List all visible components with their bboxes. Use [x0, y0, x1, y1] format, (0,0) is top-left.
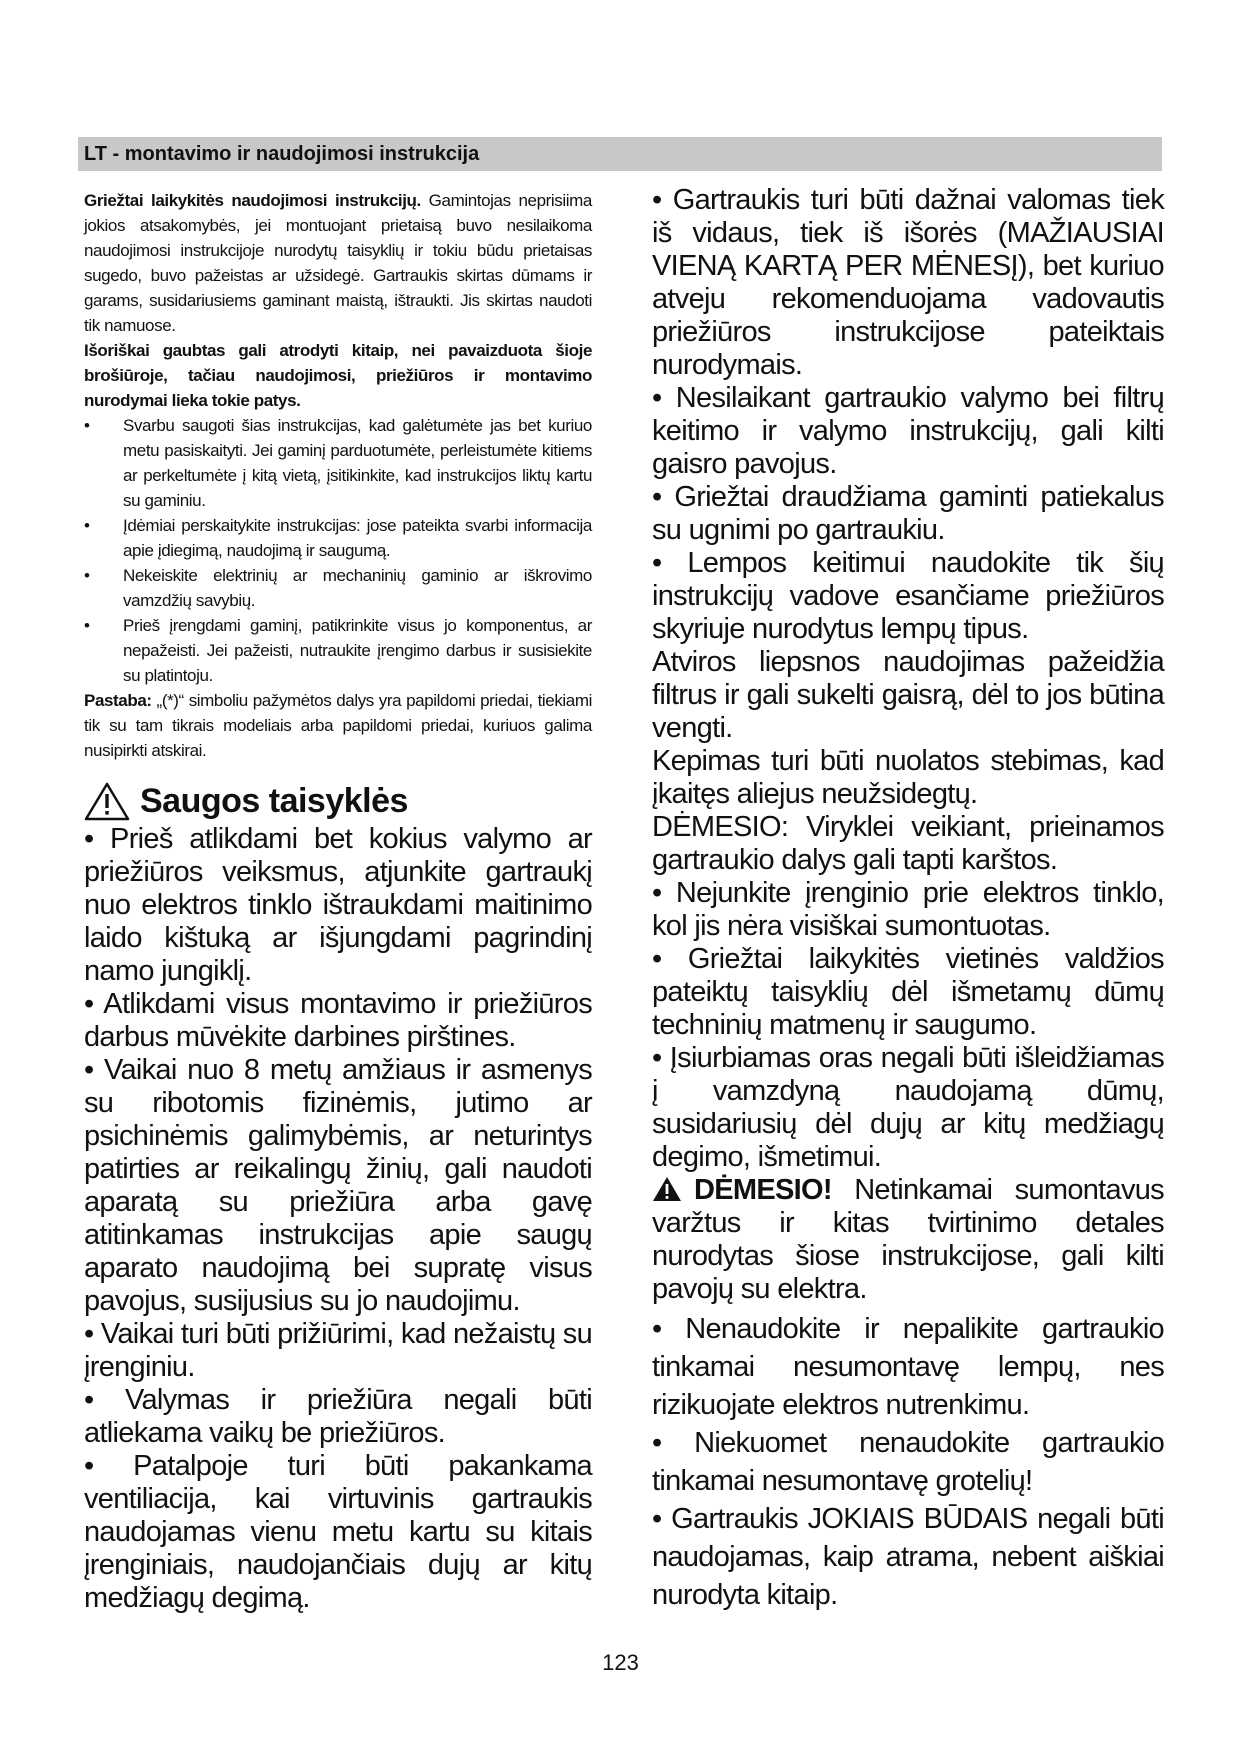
list-item-text: Svarbu saugoti šias instrukcijas, kad galėtumėte jas bet kuriuo metu pasiskaityti. Jei gaminį parduotumėte, perleistumėte kitiems ar perkeltumėte į kitą vietą, įsitikinkite, kad instrukcijos liktų kartu su gaminiu. — [123, 416, 592, 510]
safety-item: Kepimas turi būti nuolatos stebimas, kad įkaitęs aliejus neužsidegtų. — [652, 745, 1164, 810]
safety-item: • Griežtai laikykitės vietinės valdžios pateiktų taisyklių dėl išmetamų dūmų techninių matmenų ir saugumo. — [652, 943, 1164, 1041]
safety-item: • Gartraukis turi būti dažnai valomas tiek iš vidaus, tiek iš išorės (MAŽIAUSIAI VIENĄ KARTĄ PER MĖNESĮ), bet kuriuo atveju rekomenduojama vadovautis priežiūros instrukcijose pateiktais nurodymais. — [652, 184, 1164, 381]
safety-item: Atviros liepsnos naudojimas pažeidžia filtrus ir gali sukelti gaisrą, dėl to jos būtina vengti. — [652, 646, 1164, 744]
safety-item: • Prieš atlikdami bet kokius valymo ar priežiūros veiksmus, atjunkite gartraukį nuo elektros tinklo ištraukdami maitinimo laido kištuką ar išjungdami pagrindinį namo jungiklį. — [84, 823, 592, 987]
list-item-text: Nekeiskite elektrinių ar mechaninių gaminio ar iškrovimo vamzdžių savybių. — [123, 566, 592, 610]
warning-filled-icon — [652, 1176, 682, 1202]
warning-label: DĖMESIO! — [694, 1174, 832, 1206]
list-item: • Nekeiskite elektrinių ar mechaninių gaminio ar iškrovimo vamzdžių savybių. — [84, 566, 592, 610]
safety-title: Saugos taisyklės — [140, 781, 408, 820]
warning-paragraph — [652, 1174, 1164, 1306]
safety-item: • Niekuomet nenaudokite gartraukio tinkamai nesumontavę grotelių! — [652, 1427, 1164, 1497]
safety-item: • Gartraukis JOKIAIS BŪDAIS negali būti naudojamas, kaip atrama, nebent aiškiai nurodyta kitaip. — [652, 1503, 1164, 1611]
intro-text: Gamintojas neprisiima jokios atsakomybės, jei montuojant prietaisą buvo nesilaikoma naudojimosi instrukcijoje nurodytų taisyklių ir tokiu būdu prietaisas sugedo, buvo pažeistas ar užsidegė. Gartraukis skirtas dūmams ir garams, susidariusiems gaminant maistą, ištraukti. Jis skirtas naudoti tik namuose. — [84, 191, 592, 335]
list-item-text: Įdėmiai perskaitykite instrukcijas: jose pateikta svarbi informacija apie įdiegimą, naudojimą ir saugumą. — [123, 516, 592, 560]
list-item: • Svarbu saugoti šias instrukcijas, kad galėtumėte jas bet kuriuo metu pasiskaityti. Jei gaminį parduotumėte, perleistumėte kitiems ar perkeltumėte į kitą vietą, įsitikinkite, kad instrukcijos liktų kartu su gaminiu. — [84, 416, 592, 510]
page-number: 123 — [602, 1650, 639, 1675]
intro-bold: Griežtai laikykitės naudojimosi instrukcijų. — [84, 191, 421, 210]
safety-item: • Vaikai nuo 8 metų amžiaus ir asmenys su ribotomis fizinėmis, jutimo ar psichinėmis galimybėmis, ar neturintys patirties ar reikalingų žinių, gali naudoti aparatą su priežiūra arba gavę atitinkamas instrukcijas apie saugų aparato naudojimą bei supratę visus pavojus, susijusius su jo naudojimu. — [84, 1054, 592, 1317]
warning-text: Netinkamai sumontavus varžtus ir kitas tvirtinimo detales nurodytas šiose instrukcijose, gali kilti pavojų su elektra. — [652, 1174, 1164, 1305]
safety-item: • Nejunkite įrenginio prie elektros tinklo, kol jis nėra visiškai sumontuotas. — [652, 877, 1164, 942]
safety-item: • Atlikdami visus montavimo ir priežiūros darbus mūvėkite darbines pirštines. — [84, 988, 592, 1053]
section-header: LT - montavimo ir naudojimosi instrukcija — [78, 137, 1162, 171]
list-item-text: Prieš įrengdami gaminį, patikrinkite visus jo komponentus, ar nepažeisti. Jei pažeisti, nutraukite įrengimo darbus ir susisiekite su platintoju. — [123, 616, 592, 685]
intro-appearance-note — [84, 338, 592, 413]
safety-item: • Valymas ir priežiūra negali būti atliekama vaikų be priežiūros. — [84, 1384, 592, 1449]
safety-item: • Nesilaikant gartraukio valymo bei filtrų keitimo ir valymo instrukcijų, gali kilti gaisro pavojus. — [652, 382, 1164, 480]
note-text: „(*)“ simboliu pažymėtos dalys yra papildomi priedai, tiekiami tik su tam tikrais modeliais arba papildomi priedai, kuriuos galima nusipirkti atskirai. — [84, 691, 592, 760]
note-label: Pastaba: — [84, 691, 152, 710]
safety-item: • Patalpoje turi būti pakankama ventiliacija, kai virtuvinis gartraukis naudojamas vienu metu kartu su kitais įrenginiais, naudojančiais dujų ar kitų medžiagų degimą. — [84, 1450, 592, 1614]
right-column — [652, 184, 1164, 1614]
appearance-note-bold: Išoriškai gaubtas gali atrodyti kitaip, nei pavaizduota šioje brošiūroje, tačiau naudojimosi, priežiūros ir montavimo nurodymai lieka tokie patys. — [84, 341, 592, 410]
safety-heading — [84, 779, 592, 823]
intro-paragraph — [84, 188, 592, 338]
safety-item: DĖMESIO: Viryklei veikiant, prieinamos gartraukio dalys gali tapti karštos. — [652, 811, 1164, 876]
left-column — [84, 188, 592, 1615]
safety-item: • Lempos keitimui naudokite tik šių instrukcijų vadove esančiame priežiūros skyriuje nurodytus lempų tipus. — [652, 547, 1164, 645]
safety-item: • Vaikai turi būti prižiūrimi, kad nežaistų su įrenginiu. — [84, 1318, 592, 1383]
safety-item: • Griežtai draudžiama gaminti patiekalus su ugnimi po gartraukiu. — [652, 481, 1164, 546]
list-item: • Prieš įrengdami gaminį, patikrinkite visus jo komponentus, ar nepažeisti. Jei pažeisti, nutraukite įrengimo darbus ir susisiekite su platintoju. — [84, 616, 592, 685]
safety-item: • Įsiurbiamas oras negali būti išleidžiamas į vamzdyną naudojamą dūmų, susidariusių dėl dujų ar kitų medžiagų degimo, išmetimui. — [652, 1042, 1164, 1173]
list-item: • Įdėmiai perskaitykite instrukcijas: jose pateikta svarbi informacija apie įdiegimą, naudojimą ir saugumą. — [84, 516, 592, 560]
note-paragraph — [84, 688, 592, 763]
intro-bullet-list — [84, 413, 592, 688]
safety-item: • Nenaudokite ir nepalikite gartraukio tinkamai nesumontavę lempų, nes rizikuojate elektros nutrenkimu. — [652, 1313, 1164, 1421]
warning-triangle-icon — [84, 781, 130, 821]
